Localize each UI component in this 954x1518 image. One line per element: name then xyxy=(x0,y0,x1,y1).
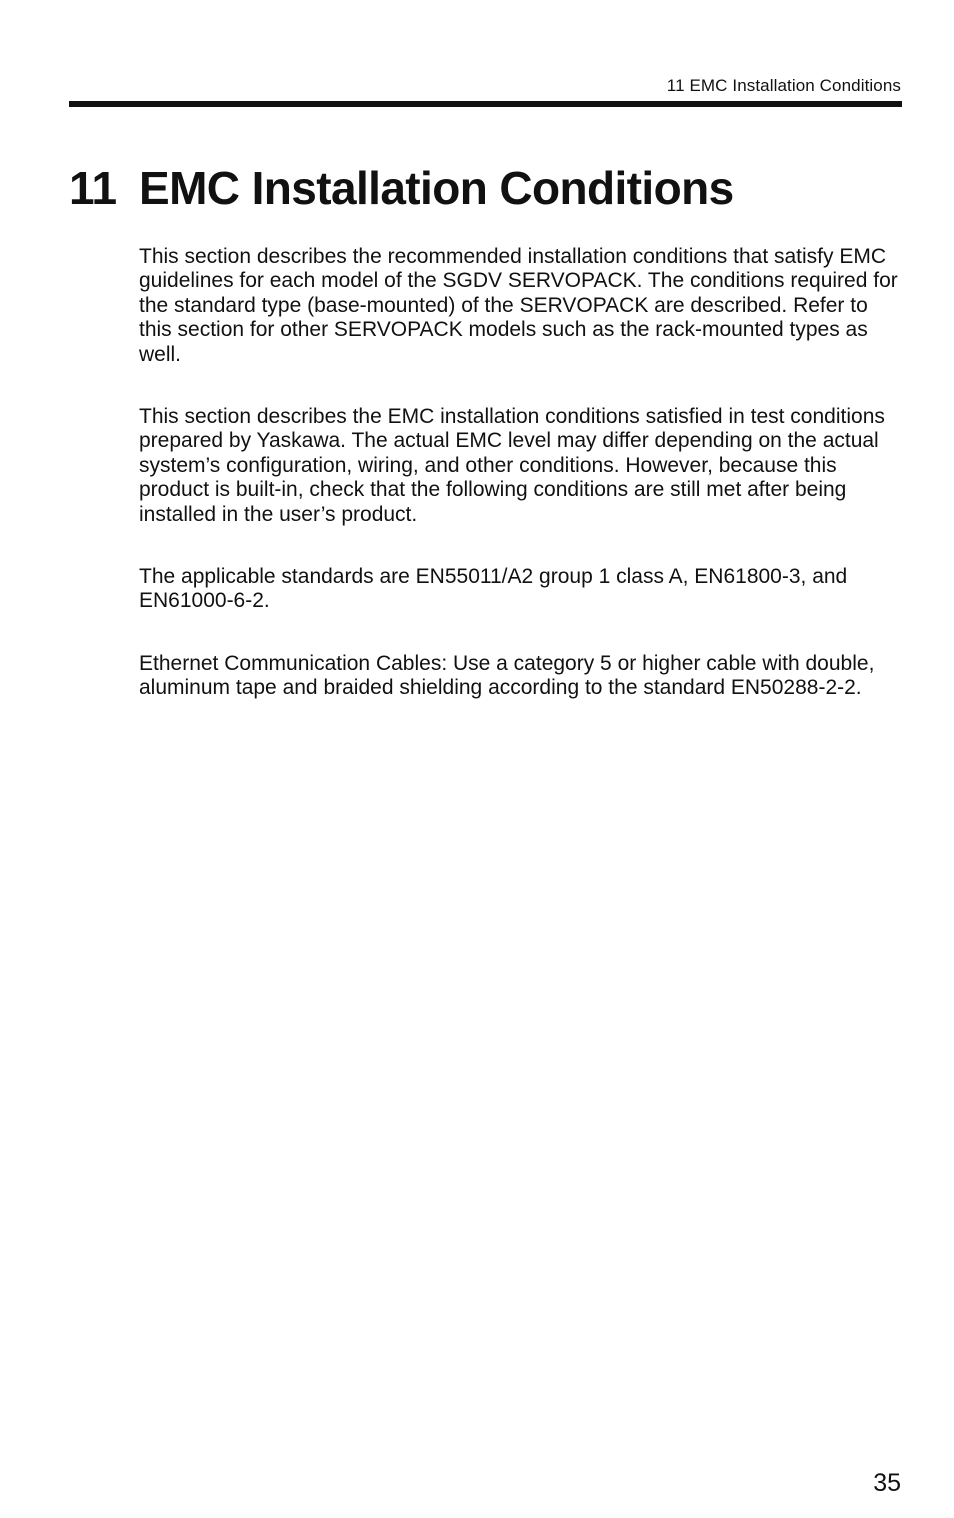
section-title xyxy=(69,161,734,215)
section-body xyxy=(139,245,903,739)
header-rule xyxy=(69,101,902,107)
section-title-text: EMC Installation Conditions xyxy=(139,162,734,214)
page-number: 35 xyxy=(873,1469,901,1497)
paragraph-ethernet-cables: Ethernet Communication Cables: Use a category 5 or higher cable with double, aluminum tape and braided shielding according to the standard EN50288-2-2. xyxy=(139,651,875,700)
section-number: 11 xyxy=(69,162,117,214)
paragraph-intro: This section describes the recommended installation conditions that satisfy EMC guidelines for each model of the SGDV SERVOPACK. The conditions required for the standard type (base-mounted) of the SERVOPACK are described. Refer to this section for other SERVOPACK models such as the rack-mounted types as well. xyxy=(139,245,898,366)
paragraph-standards: The applicable standards are EN55011/A2 group 1 class A, EN61800-3, and EN61000-6-2. xyxy=(139,565,848,613)
running-header: 11 EMC Installation Conditions xyxy=(666,76,901,95)
paragraph-test-conditions: This section describes the EMC installation conditions satisfied in test conditions prepared by Yaskawa. The actual EMC level may differ depending on the actual system’s configuration, wiring, and other conditions. However, because this product is built-in, check that the following conditions are still met after being installed in the user’s product. xyxy=(139,405,885,526)
